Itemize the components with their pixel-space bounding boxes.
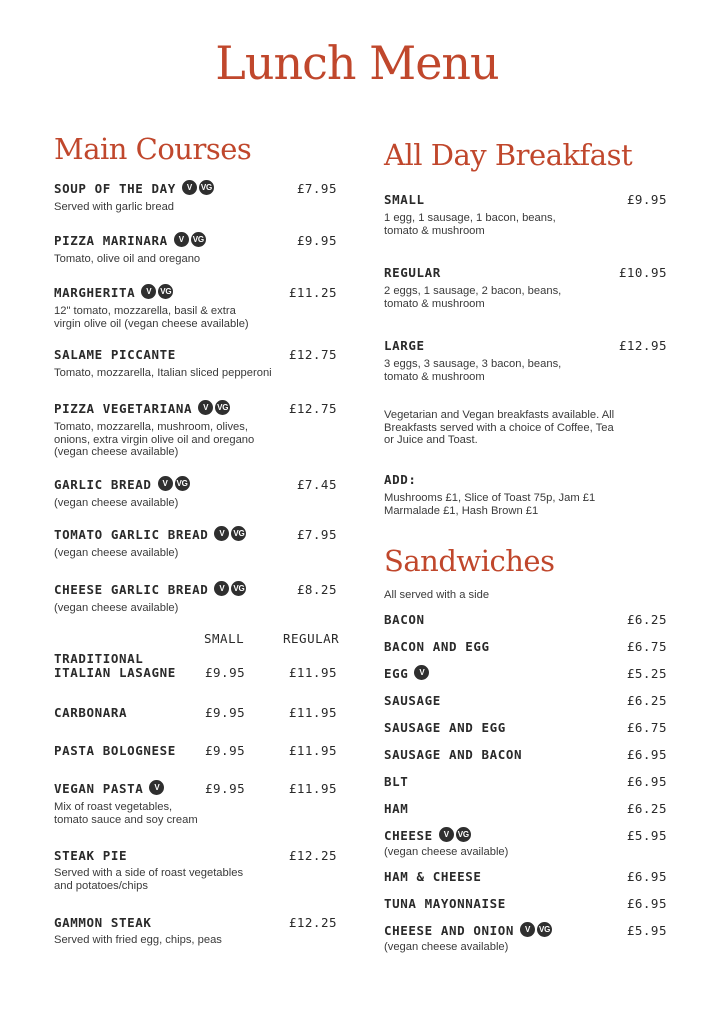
add-label: ADD:: [384, 472, 417, 487]
sandwiches-subtitle: All served with a side: [384, 589, 490, 601]
vegetarian-badge-icon: V: [214, 526, 229, 541]
vegetarian-badge-icon: V: [182, 180, 197, 195]
item-name-text: SAUSAGE: [384, 693, 441, 708]
main-item-price: £12.25: [288, 848, 337, 863]
sandwich-item-price: £5.95: [626, 923, 667, 938]
main-item-name: [54, 402, 230, 417]
sandwich-item-price: £5.95: [626, 828, 667, 843]
item-name-text: BLT: [384, 774, 409, 789]
item-name-text: SAUSAGE AND EGG: [384, 720, 506, 735]
main-item-description: Tomato, mozzarella, mushroom, olives, onions, extra virgin olive oil and oregano (vegan cheese available): [54, 421, 255, 458]
diet-badges: [518, 924, 552, 939]
item-name-text: SAUSAGE AND BACON: [384, 747, 523, 762]
vegan-badge-icon: VG: [158, 284, 173, 299]
vegan-badge-icon: VG: [175, 476, 190, 491]
sandwich-item-name: [384, 870, 482, 884]
main-item-description: (vegan cheese available): [54, 602, 179, 614]
diet-badges: [412, 667, 429, 682]
main-item-description: Served with garlic bread: [54, 201, 175, 213]
main-item-description: (vegan cheese available): [54, 547, 179, 559]
item-name-text: GARLIC BREAD: [54, 477, 152, 492]
sandwich-item-name: [384, 721, 506, 735]
main-item-price: £7.45: [296, 477, 337, 492]
item-name-text: VEGAN PASTA: [54, 781, 144, 796]
diet-badges: [180, 182, 214, 197]
main-item-price: £7.95: [296, 527, 337, 542]
breakfast-item-price: £12.95: [618, 338, 667, 353]
sandwich-item-name: [384, 748, 522, 762]
main-item-description: Served with fried egg, chips, peas: [54, 934, 222, 946]
vegetarian-badge-icon: V: [149, 780, 164, 795]
item-name-text: EGG: [384, 666, 409, 681]
diet-badges: [212, 583, 246, 598]
diet-badges: [156, 478, 190, 493]
main-item-description: Tomato, olive oil and oregano: [54, 253, 201, 265]
vegetarian-badge-icon: V: [174, 232, 189, 247]
breakfast-heading: All Day Breakfast: [384, 138, 633, 172]
vegan-badge-icon: VG: [191, 232, 206, 247]
diet-badges: [212, 528, 246, 543]
sandwich-item-price: £6.25: [626, 801, 667, 816]
pasta-regular-price: £11.95: [288, 705, 337, 720]
pasta-small-price: £9.95: [205, 743, 246, 758]
sandwich-item-name: [384, 694, 441, 708]
main-item-price: £9.95: [296, 233, 337, 248]
item-name-text: SALAME PICCANTE: [54, 347, 176, 362]
item-name-text: HAM & CHEESE: [384, 869, 482, 884]
item-name-text: GAMMON STEAK: [54, 915, 152, 930]
diet-badges: [172, 234, 206, 249]
sandwich-item-name: [384, 802, 408, 816]
sandwich-item-name: [384, 924, 552, 939]
item-name-text: MARGHERITA: [54, 285, 136, 300]
diet-badges: [437, 829, 471, 844]
breakfast-item-name: SMALL: [384, 192, 425, 207]
sandwich-item-price: £5.25: [626, 666, 667, 681]
vegetarian-badge-icon: V: [198, 400, 213, 415]
vegetarian-badge-icon: V: [214, 581, 229, 596]
pasta-item-name: [54, 706, 127, 720]
vegetarian-badge-icon: V: [414, 665, 429, 680]
pasta-small-price: £9.95: [205, 705, 246, 720]
main-item-price: £12.25: [288, 915, 337, 930]
item-name-text: BACON AND EGG: [384, 639, 490, 654]
sandwich-item-description: (vegan cheese available): [384, 941, 509, 953]
item-name-text: STEAK PIE: [54, 848, 128, 863]
sandwich-item-price: £6.95: [626, 869, 667, 884]
sandwich-item-name: [384, 775, 408, 789]
vegan-badge-icon: VG: [456, 827, 471, 842]
main-item-name: [54, 348, 176, 362]
sandwich-item-description: (vegan cheese available): [384, 846, 509, 858]
pasta-regular-price: £11.95: [288, 781, 337, 796]
sandwiches-heading: Sandwiches: [384, 544, 555, 578]
main-item-price: £7.95: [296, 181, 337, 196]
breakfast-item-description: 1 egg, 1 sausage, 1 bacon, beans, tomato & mushroom: [384, 212, 556, 237]
main-item-name: [54, 916, 152, 930]
main-item-price: £8.25: [296, 582, 337, 597]
item-name-text: CHEESE AND ONION: [384, 923, 515, 938]
sandwich-item-name: [384, 897, 506, 911]
add-ons-text: Mushrooms £1, Slice of Toast 75p, Jam £1 Marmalade £1, Hash Brown £1: [384, 492, 596, 517]
main-item-name: [54, 478, 190, 493]
pasta-regular-price: £11.95: [288, 665, 337, 680]
sandwich-item-name: [384, 667, 429, 682]
pasta-item-description: Mix of roast vegetables, tomato sauce and soy cream: [54, 801, 198, 826]
item-name-text: HAM: [384, 801, 409, 816]
vegetarian-badge-icon: V: [439, 827, 454, 842]
item-name-text: PIZZA VEGETARIANA: [54, 401, 193, 416]
diet-badges: [196, 402, 230, 417]
sandwich-item-price: £6.75: [626, 720, 667, 735]
main-item-description: Served with a side of roast vegetables and potatoes/chips: [54, 867, 244, 892]
item-name-text: SOUP OF THE DAY: [54, 181, 176, 196]
vegetarian-badge-icon: V: [141, 284, 156, 299]
vegan-badge-icon: VG: [215, 400, 230, 415]
vegetarian-badge-icon: V: [520, 922, 535, 937]
item-name-text: TUNA MAYONNAISE: [384, 896, 506, 911]
item-name-text: CARBONARA: [54, 705, 128, 720]
diet-badges: [147, 782, 164, 797]
main-courses-heading: Main Courses: [54, 132, 252, 166]
item-name-text: CHEESE: [384, 828, 433, 843]
vegan-badge-icon: VG: [231, 526, 246, 541]
item-name-text: PASTA BOLOGNESE: [54, 743, 176, 758]
breakfast-item-description: 3 eggs, 3 sausage, 3 bacon, beans, tomato & mushroom: [384, 358, 562, 383]
main-item-price: £12.75: [288, 347, 337, 362]
main-item-name: [54, 849, 127, 863]
regular-size-header: REGULAR: [283, 631, 340, 646]
diet-badges: [139, 286, 173, 301]
main-item-description: 12" tomato, mozzarella, basil & extra virgin olive oil (vegan cheese available): [54, 305, 249, 330]
vegan-badge-icon: VG: [199, 180, 214, 195]
sandwich-item-price: £6.95: [626, 896, 667, 911]
sandwich-item-name: [384, 829, 471, 844]
sandwich-item-name: [384, 613, 425, 627]
sandwich-item-price: £6.75: [626, 639, 667, 654]
breakfast-item-price: £10.95: [618, 265, 667, 280]
sandwich-item-price: £6.95: [626, 774, 667, 789]
pasta-small-price: £9.95: [205, 665, 246, 680]
pasta-item-name: [54, 652, 176, 680]
breakfast-item-price: £9.95: [626, 192, 667, 207]
vegan-badge-icon: VG: [537, 922, 552, 937]
breakfast-item-name: REGULAR: [384, 265, 441, 280]
main-item-description: Tomato, mozzarella, Italian sliced pepperoni: [54, 367, 272, 379]
main-item-description: (vegan cheese available): [54, 497, 179, 509]
breakfast-note: Vegetarian and Vegan breakfasts available. All Breakfasts served with a choice of Coffee, Tea or Juice and Toast.: [384, 409, 615, 446]
pasta-regular-price: £11.95: [288, 743, 337, 758]
vegan-badge-icon: VG: [231, 581, 246, 596]
breakfast-item-name: LARGE: [384, 338, 425, 353]
pasta-small-price: £9.95: [205, 781, 246, 796]
item-name-text: CHEESE GARLIC BREAD: [54, 582, 209, 597]
main-item-name: [54, 583, 246, 598]
item-name-text: BACON: [384, 612, 425, 627]
main-item-name: [54, 182, 214, 197]
sandwich-item-price: £6.95: [626, 747, 667, 762]
sandwich-item-price: £6.25: [626, 693, 667, 708]
sandwich-item-price: £6.25: [626, 612, 667, 627]
main-item-name: [54, 234, 206, 249]
main-item-price: £12.75: [288, 401, 337, 416]
breakfast-item-description: 2 eggs, 1 sausage, 2 bacon, beans, tomato & mushroom: [384, 285, 562, 310]
sandwich-item-name: [384, 640, 490, 654]
pasta-item-name: [54, 782, 164, 797]
main-item-name: [54, 286, 173, 301]
main-item-price: £11.25: [288, 285, 337, 300]
item-name-text: PIZZA MARINARA: [54, 233, 168, 248]
item-name-text: TRADITIONAL ITALIAN LASAGNE: [54, 651, 176, 680]
small-size-header: SMALL: [204, 631, 245, 646]
pasta-item-name: [54, 744, 176, 758]
vegetarian-badge-icon: V: [158, 476, 173, 491]
menu-title: Lunch Menu: [215, 36, 499, 90]
main-item-name: [54, 528, 246, 543]
item-name-text: TOMATO GARLIC BREAD: [54, 527, 209, 542]
